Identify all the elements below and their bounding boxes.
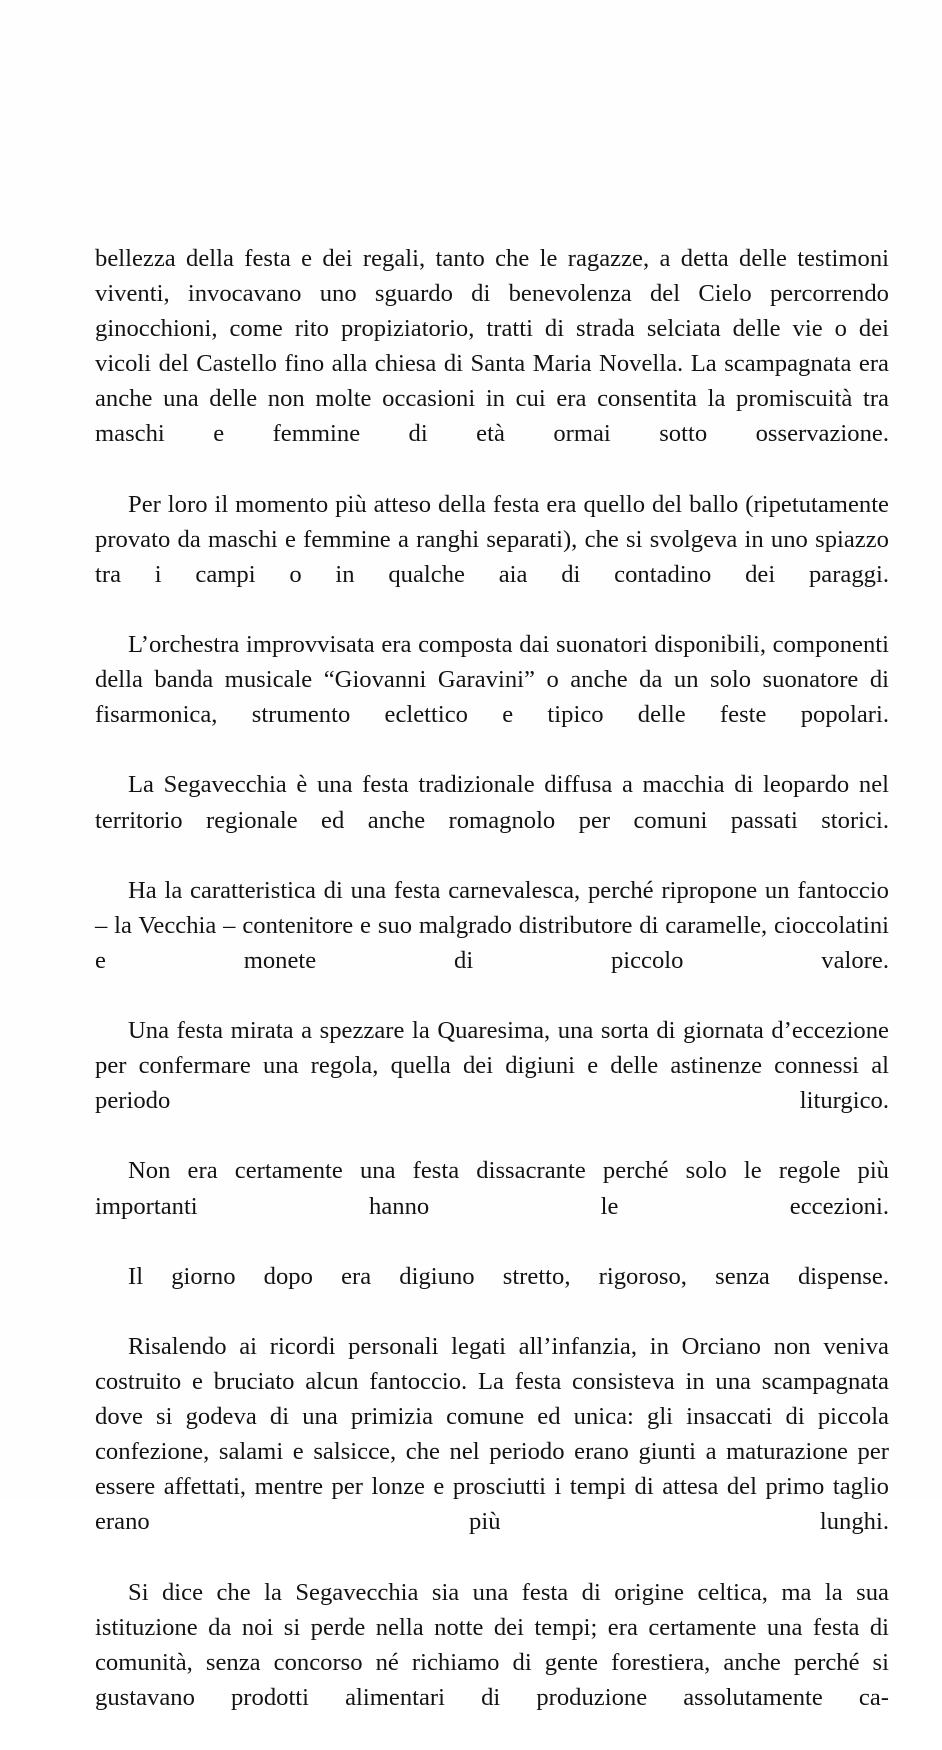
paragraph: L’orchestra improvvisata era composta dai suonatori disponibili, componenti della banda musicale “Giovanni Garavini” o anche da un solo suonatore di fisarmonica, strumento eclettico e tipico delle feste popolari. — [95, 631, 889, 729]
paragraph: Una festa mirata a spezzare la Quaresima, una sorta di giornata d’eccezione per confermare una regola, quella dei digiuni e delle astinenze connessi al periodo liturgico. — [95, 1017, 889, 1115]
paragraph: Risalendo ai ricordi personali legati all’infanzia, in Orciano non veniva costruito e bruciato alcun fantoccio. La festa consisteva in una scampagnata dove si godeva di una primizia comune ed unica: gli insaccati di piccola confezione, salami e salsicce, che nel periodo erano giunti a maturazione per essere affettati, mentre per lonze e prosciutti i tempi di attesa del primo taglio erano più lunghi. — [95, 1332, 889, 1536]
paragraph: bellezza della festa e dei regali, tanto che le ragazze, a detta delle testimoni viventi, invocavano uno sguardo di benevolenza del Cielo percorrendo ginocchioni, come rito propiziatorio, tratti di strada selciata delle vie o dei vicoli del Castello fino alla chiesa di Santa Maria Novella. La scampagnata era anche una delle non molte occasioni in cui era consentita la promiscuità tra maschi e femmine di età ormai sotto osservazione. — [95, 245, 889, 448]
paragraph: Per loro il momento più atteso della festa era quello del ballo (ripetutamente provato da maschi e femmine a ranghi separati), che si svolgeva in uno spiazzo tra i campi o in qualche aia di contadino dei paraggi. — [95, 490, 889, 588]
paragraph: Il giorno dopo era digiuno stretto, rigoroso, senza dispense. — [128, 1262, 889, 1290]
paragraph: Non era certamente una festa dissacrante perché solo le regole più importanti hanno le eccezioni. — [95, 1157, 889, 1220]
paragraph: La Segavecchia è una festa tradizionale diffusa a macchia di leopardo nel territorio regionale ed anche romagnolo per comuni passati storici. — [95, 771, 889, 834]
body-text-column — [95, 241, 889, 1750]
paragraph: Si dice che la Segavecchia sia una festa di origine celtica, ma la sua istituzione da noi si perde nella notte dei tempi; era certamente una festa di comunità, senza concorso né richiamo di gente forestiera, anche perché si gustavano prodotti alimentari di produzione assolutamente ca- — [95, 1578, 889, 1711]
paragraph: Ha la caratteristica di una festa carnevalesca, perché ripropone un fantoccio – la Vecchia – contenitore e suo malgrado distributore di caramelle, cioccolatini e monete di piccolo valore. — [95, 876, 889, 974]
